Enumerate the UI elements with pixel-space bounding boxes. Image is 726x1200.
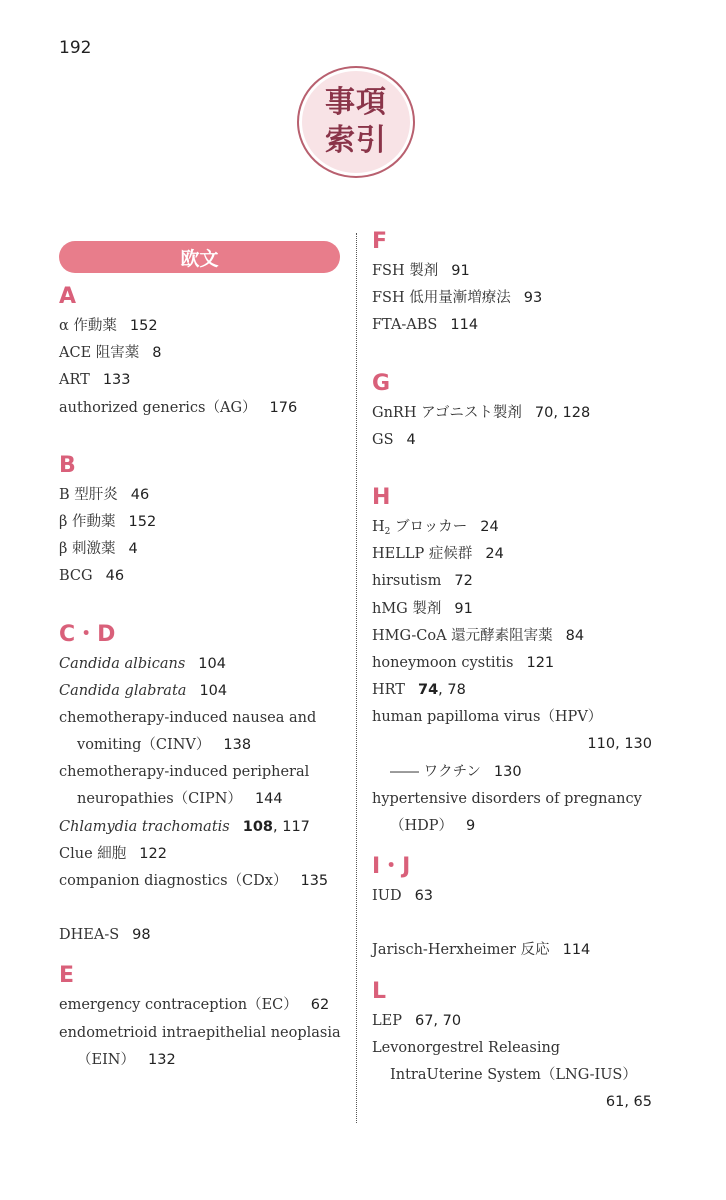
index-entry: honeymoon cystitis 121	[372, 654, 555, 671]
index-title-badge	[297, 66, 415, 178]
index-entry: DHEA-S 98	[59, 927, 151, 944]
index-entry: Chlamydia trachomatis 108, 117	[59, 818, 310, 835]
index-entry: FSH 製剤 91	[372, 263, 470, 279]
index-entry: GS 4	[372, 431, 416, 448]
index-entry-continuation: （HDP） 9	[390, 818, 476, 834]
index-entry: ACE 阻害薬 8	[59, 345, 162, 362]
index-entry: authorized generics（AG） 176	[59, 399, 298, 416]
index-entry: FSH 低用量漸増療法 93	[372, 290, 543, 307]
index-entry: Jarisch-Herxheimer 反応 114	[372, 942, 591, 959]
left-column	[59, 280, 349, 1074]
index-entry: hirsutism 72	[372, 573, 473, 590]
index-entry: Levonorgestrel Releasing	[372, 1039, 561, 1056]
index-entry: companion diagnostics（CDx） 135	[59, 873, 329, 889]
index-entry: Candida glabrata 104	[59, 682, 228, 699]
index-entry-continuation: （EIN） 132	[77, 1051, 176, 1068]
letter-heading-a: A	[59, 284, 77, 309]
index-entry: α 作動薬 152	[59, 318, 158, 334]
index-entry: $H_2$ ブロッカー 24	[372, 518, 499, 537]
index-subentry: ―― ワクチン 130	[390, 763, 522, 780]
letter-heading-ij: I・J	[372, 854, 411, 880]
letter-heading-h: H	[372, 484, 391, 510]
index-entry: endometrioid intraepithelial neoplasia	[59, 1024, 341, 1041]
index-entry: HELLP 症候群 24	[372, 546, 504, 563]
letter-heading-g: G	[372, 370, 391, 396]
right-column	[372, 225, 662, 1116]
section-label: 欧文	[180, 247, 219, 270]
index-entry: chemotherapy-induced peripheral	[59, 764, 310, 781]
index-entry: Candida albicans 104	[59, 655, 226, 672]
index-entry: emergency contraception（EC） 62	[59, 997, 330, 1014]
letter-heading-e: E	[59, 963, 75, 989]
section-header-western	[59, 241, 340, 273]
index-entry: hMG 製剤 91	[372, 600, 473, 617]
letter-heading-cd: C・D	[59, 621, 116, 647]
index-entry-pages: 110, 130	[587, 736, 652, 753]
index-entry: GnRH アゴニスト製剤 70, 128	[372, 404, 591, 421]
index-entry: β 作動薬 152	[59, 513, 157, 530]
index-entry: Clue 細胞 122	[59, 845, 167, 862]
index-entry: ART 133	[59, 372, 131, 389]
index-entry-continuation: neuropathies（CIPN） 144	[77, 791, 283, 808]
index-entry: HMG-CoA 還元酵素阻害薬 84	[372, 627, 585, 644]
letter-heading-f: F	[372, 229, 388, 254]
index-entry: human papilloma virus（HPV）	[372, 709, 603, 726]
letter-heading-l: L	[372, 978, 387, 1004]
index-entry: LEP 67, 70	[372, 1012, 462, 1029]
index-entry: hypertensive disorders of pregnancy	[372, 790, 642, 807]
index-entry: HRT 74, 78	[372, 682, 466, 699]
index-entry: β 刺激薬 4	[59, 541, 138, 558]
index-entry: FTA-ABS 114	[372, 317, 479, 334]
column-divider	[356, 233, 357, 1123]
index-entry: chemotherapy-induced nausea and	[59, 709, 317, 726]
index-entry-pages: 61, 65	[605, 1094, 652, 1111]
title-line-1: 事項	[325, 85, 387, 120]
index-entry-continuation: IntraUterine System（LNG-IUS）	[390, 1066, 637, 1083]
index-entry: BCG 46	[59, 568, 125, 585]
title-line-2: 索引	[325, 123, 387, 158]
index-entry: B 型肝炎 46	[59, 486, 150, 503]
index-entry-continuation: vomiting（CINV） 138	[77, 737, 252, 754]
letter-heading-b: B	[59, 452, 76, 478]
page-number: 192	[59, 38, 92, 58]
index-entry: IUD 63	[372, 888, 434, 905]
